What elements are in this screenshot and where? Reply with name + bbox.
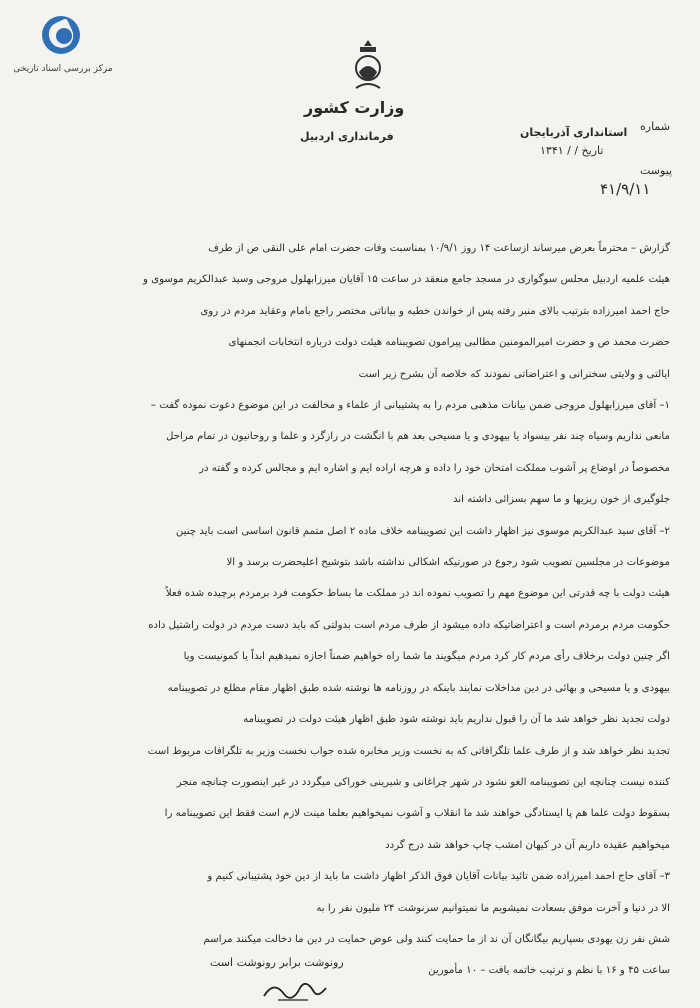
body-line: هیئت دولت با چه قدرتی این موضوع مهم را تصویب نموده اند در مملکت ما بساط حکومت فرد برمردم برچیده شده فعلاً bbox=[165, 588, 670, 600]
body-line: بیهودی و یا مسیحی و بهائی در دین مداخلات نمایند باینکه در روزنامه ها نوشته شده طبق اظهار مقام مطلع در تصویبنامه bbox=[167, 682, 670, 694]
body-line: تجدید نظر خواهد شد و از طرف علما تلگرافاتی که به نخست وزیر مخابره شده جواب نخست وزیر به تلگرافات مربوط است bbox=[147, 745, 670, 757]
body-line: کننده نیست چنانچه این تصویبنامه الغو نشود در شهر چراغانی و شیرینی خوراکی میگردد در غیر اینصورت چنانچه منجر bbox=[176, 776, 670, 788]
lion-sun-emblem-icon bbox=[348, 38, 388, 94]
archive-watermark bbox=[8, 16, 118, 76]
handwritten-date: ۴۱/۹/۱۱ bbox=[600, 180, 651, 198]
body-line: مانعی نداریم وسیاه چند نفر بیسواد یا بیهودی و یا مسیحی بعد هم با انگشت در رازگرد و علما و روحانیون در تمام مراحل bbox=[165, 431, 670, 443]
signature-icon bbox=[260, 976, 330, 1004]
body-line: مخصوصاً در اوضاع پر آشوب مملکت امتحان خود را داده و هرچه اراده ایم و اشاره ایم و مجالس کرده و گفته در bbox=[199, 462, 670, 474]
body-line: شش نفر زن یهودی بسپاریم بیگانگان آن ند از ما حمایت کنند ولی عوض حمایت در دین ما دخالت میکنند مراسم bbox=[203, 933, 670, 945]
body-line: موضوعات در مجلسین تصویب شود رجوع در صورتیکه اشکالی نداشته باشد بتوشیح اعلیحضرت برسد و الا bbox=[226, 557, 670, 569]
office-subtitle: فرمانداری اردبیل bbox=[300, 130, 394, 143]
body-line: دولت تجدید نظر خواهد شد ما آن را قبول نداریم باید نوشته شود طبق اظهار هیئت دولت در تصویبنامه bbox=[243, 714, 670, 726]
body-line: ۲– آقای سید عبدالکریم موسوی نیز اظهار داشت این تصویبنامه خلاف ماده ۲ اصل متمم قانون اساسی است باید چنین bbox=[175, 525, 670, 537]
copy-certification: رونوشت برابر رونوشت است bbox=[210, 956, 344, 969]
province-label: استانداری آذربایجان bbox=[520, 126, 628, 139]
number-label: شماره bbox=[640, 120, 671, 133]
body-line: ۳– آقای حاج احمد امیرزاده ضمن تائید بیانات آقایان فوق الذکر اظهار داشت ما باید از دین خود پشتیبانی کنیم و bbox=[207, 871, 670, 883]
body-line: ۱– آقای میرزابهلول مروجی ضمن بیانات مذهبی مردم را به پشتیبانی از علماء و مخالفت در این موضوع دعوت نموده گفت – bbox=[150, 400, 670, 412]
archive-name: مرکز بررسی اسناد تاریخی bbox=[13, 64, 113, 74]
body-line: میخواهیم عقیده داریم آن در کیهان امشب چاپ خواهد شد درج گردد bbox=[385, 839, 670, 851]
body-line: جلوگیری از خون ریزیها و ما سهم بسزائی داشته اند bbox=[452, 494, 670, 506]
body-line: حضرت محمد ص و حضرت امیرالمومنین مطالبی پیرامون تصویبنامه هیئت دولت درباره انتخابات انجمنهای bbox=[228, 337, 670, 349]
body-line: گزارش – محترماً بعرض میرساند ازساعت ۱۴ روز ۱۰/۹/۱ بمناسبت وفات حضرت امام علی النقی ص از طرف bbox=[208, 243, 670, 254]
body-line: الا در دنیا و آخرت موفق بسعادت نمیشویم ما نمیتوانیم سرنوشت ۲۴ ملیون نفر را به bbox=[316, 902, 670, 914]
body-line: حاج احمد امیرزاده بترتیب بالای منبر رفته پس از خواندن خطبه و بیاناتی مختصر راجع بامام وعقاید مردم در روی bbox=[200, 305, 670, 317]
attachment-label: پیوست bbox=[640, 164, 673, 177]
body-line: بسقوط دولت علما هم پا ایستادگی خواهند شد ما انقلاب و آشوب نمیخواهیم بعلما مینت لازم است فقط این تصویبنامه را bbox=[164, 808, 670, 820]
ministry-title: وزارت کشور bbox=[304, 98, 405, 117]
date-field: تاریخ / / ۱۳۴۱ bbox=[540, 144, 604, 157]
body-line: اگر چنین دولت برخلاف رأی مردم کار کرد مردم میگویند ما شما راه خواهیم ضمناً اجازه نمیدهیم ابداً یا کمونیست ویا bbox=[183, 651, 670, 663]
body-line: ایالتی و ولایتی سخنرانی و اعتراضاتی نمودند که خلاصه آن بشرح زیر است bbox=[358, 368, 670, 380]
body-line: ساعت ۴۵ و ۱۶ با نظم و ترتیب خاتمه یافت – ۱۰ مأمورین bbox=[428, 965, 670, 977]
body-line: هیئت علمیه اردبیل مجلس سوگواری در مسجد جامع منعقد در ساعت ۱۵ آقایان میرزابهلول مروجی وسید عبدالکریم موسوی و bbox=[143, 274, 670, 286]
report-body bbox=[30, 233, 670, 987]
archive-logo-icon bbox=[42, 16, 80, 54]
body-line: حکومت مردم برمردم است و اعتراضاتیکه داده میشود از طرف مردم است بدولتی که باید دست مردم در دولت راشتیل داده bbox=[148, 619, 670, 631]
